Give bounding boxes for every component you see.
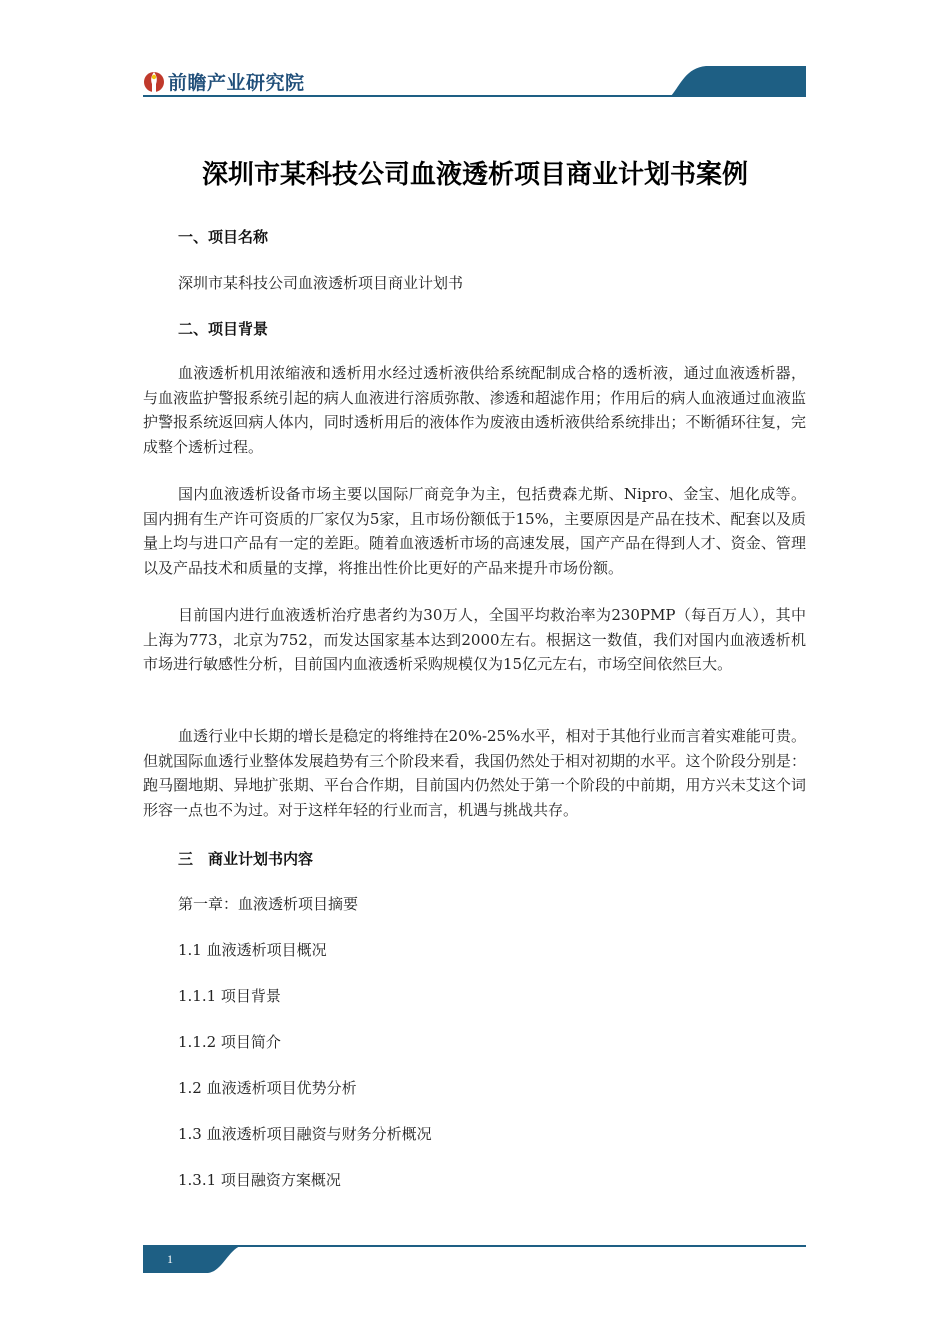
background-paragraph-2: 国内血液透析设备市场主要以国际厂商竞争为主，包括费森尤斯、Nipro、金宝、旭化成等。国内拥有生产许可资质的厂家仅为5家，且市场份额低于15%，主要原因是产品在技术、配套以及质量上均与进口产品有一定的差距。随着血液透析市场的高速发展，国产产品在得到人才、资金、管理以及产品技术和质量的支撑，将推出性价比更好的产品来提升市场份额。 (143, 485, 806, 577)
toc-item: 1.3.1 项目融资方案概况 (178, 1171, 341, 1189)
toc-item: 1.1.2 项目简介 (178, 1033, 281, 1051)
section-heading-project-name: 一、项目名称 (178, 228, 269, 246)
section-heading-contents: 三 商业计划书内容 (178, 850, 314, 868)
toc-item: 1.2 血液透析项目优势分析 (178, 1079, 357, 1097)
toc-item: 第一章：血液透析项目摘要 (178, 895, 359, 913)
brand-name: 前瞻产业研究院 (168, 71, 305, 94)
section-heading-background: 二、项目背景 (178, 320, 269, 338)
toc-item: 1.1 血液透析项目概况 (178, 941, 327, 959)
background-paragraph-3: 目前国内进行血液透析治疗患者约为30万人，全国平均救治率为230PMP（每百万人），其中上海为773，北京为752，而发达国家基本达到2000左右。根据这一数值，我们对国内血液透析机市场进行敏感性分析，目前国内血液透析采购规模仅为15亿元左右，市场空间依然巨大。 (143, 606, 806, 673)
toc-item: 1.3 血液透析项目融资与财务分析概况 (178, 1125, 432, 1143)
header-accent-tab (646, 66, 806, 96)
qianzhan-logo-icon (143, 68, 165, 94)
project-name-text: 深圳市某科技公司血液透析项目商业计划书 (178, 274, 464, 292)
page-number: 1 (167, 1252, 173, 1266)
background-paragraph-1: 血液透析机用浓缩液和透析用水经过透析液供给系统配制成合格的透析液，通过血液透析器，与血液监护警报系统引起的病人血液进行溶质弥散、渗透和超滤作用；作用后的病人血液通过血液监护警报系统返回病人体内，同时透析用后的液体作为废液由透析液供给系统排出；不断循环往复，完成整个透析过程。 (143, 364, 806, 456)
page-header (143, 66, 806, 100)
footer-accent-tab (143, 1245, 243, 1273)
background-paragraph-4: 血透行业中长期的增长是稳定的将维持在20%-25%水平，相对于其他行业而言着实难能可贵。但就国际血透行业整体发展趋势有三个阶段来看，我国仍然处于相对初期的水平。这个阶段分别是：跑马圈地期、异地扩张期、平台合作期，目前国内仍然处于第一个阶段的中前期，用方兴未艾这个词形容一点也不为过。对于这样年轻的行业而言，机遇与挑战共存。 (143, 727, 806, 819)
page-footer (143, 1245, 806, 1273)
toc-item: 1.1.1 项目背景 (178, 987, 281, 1005)
document-title: 深圳市某科技公司血液透析项目商业计划书案例 (201, 160, 748, 190)
brand-logo (143, 67, 305, 95)
